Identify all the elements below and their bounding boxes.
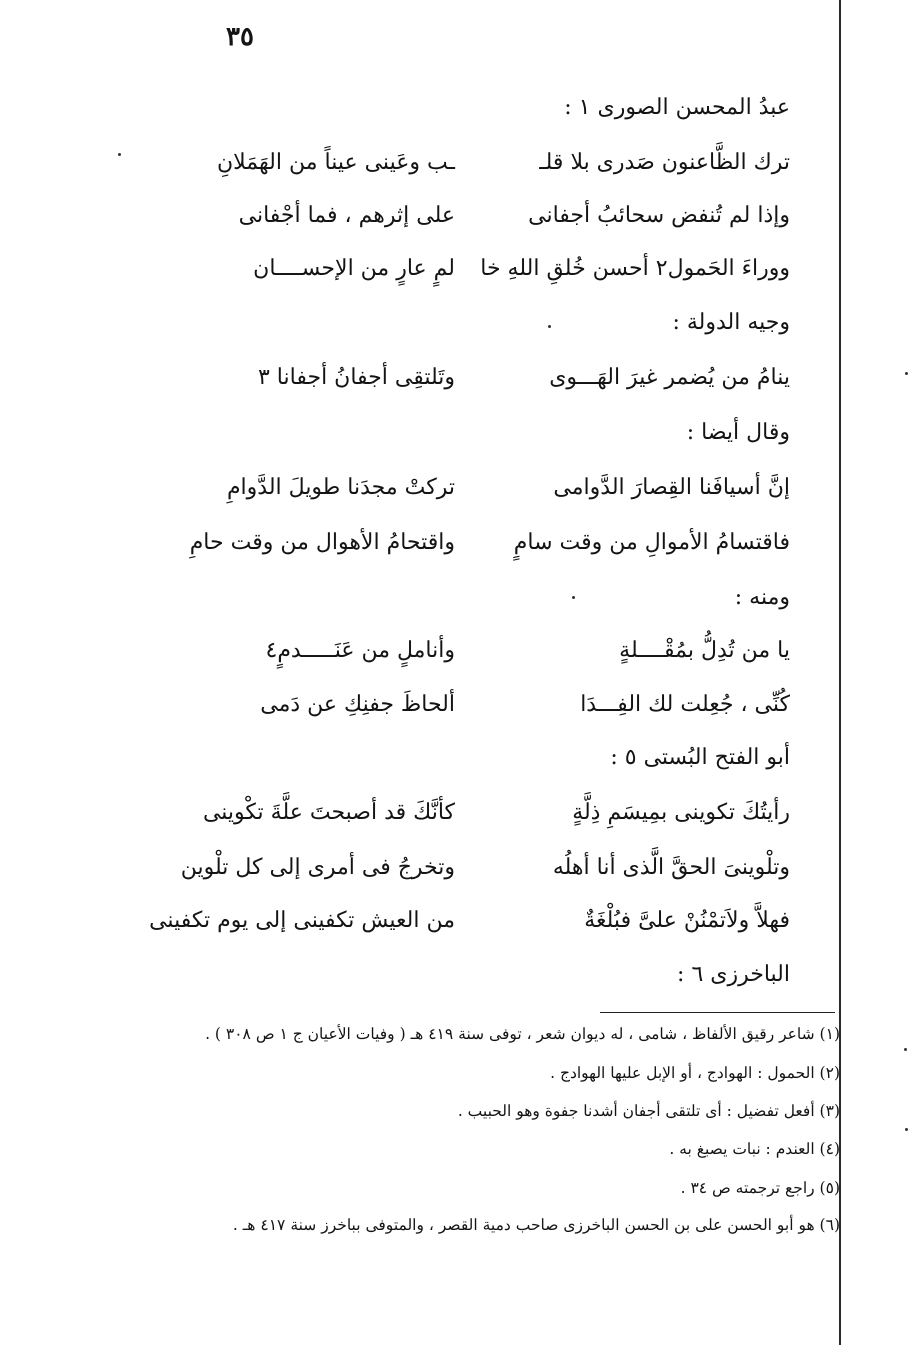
verse-left-hemistich: من العيش تكفينى إلى يوم تكفينى bbox=[149, 908, 455, 933]
verse-right-hemistich: وتلْوينىَ الحقَّ الَّذى أنا أهلُه bbox=[552, 855, 790, 880]
verse-right-hemistich: وإذا لم تُنفض سحائبُ أجفانى bbox=[528, 203, 790, 228]
verse-left-hemistich: على إثرهم ، فما أجْفانى bbox=[238, 203, 455, 228]
verse-right-hemistich: يا من تُدِلُّ بمُقْــــلةٍ bbox=[619, 638, 790, 663]
poet-heading: وجيه الدولة : bbox=[672, 310, 790, 335]
poet-heading: ومنه : bbox=[734, 585, 790, 610]
scan-speck bbox=[572, 596, 575, 599]
scan-speck bbox=[118, 153, 121, 156]
verse-right-hemistich: ينامُ من يُضمر غيرَ الهَـــوى bbox=[549, 365, 790, 390]
scan-speck bbox=[905, 372, 908, 375]
verse-right-hemistich: رأيتُكَ تكوينى بمِيسَمِ ذِلَّةٍ bbox=[572, 800, 790, 825]
poet-heading: وقال أيضا : bbox=[686, 420, 790, 445]
verse-left-hemistich: كأنَّكَ قد أصبحتَ علَّةَ تكْوينى bbox=[202, 800, 455, 825]
page-number: ٣٥ bbox=[226, 22, 254, 52]
scan-speck bbox=[548, 325, 551, 328]
footnote: (٢) الحمول : الهوادج ، أو الإبل عليها الهوادج . bbox=[550, 1064, 840, 1082]
footnote: (٤) العندم : نبات يصبغ به . bbox=[669, 1140, 840, 1158]
verse-left-hemistich: تركتْ مجدَنا طويلَ الدَّوامِ bbox=[226, 475, 455, 500]
verse-left-hemistich: لمٍ عارٍ من الإحســــان bbox=[253, 256, 455, 281]
verse-right-hemistich: إنَّ أسيافَنا القِصارَ الدَّوامى bbox=[553, 475, 790, 500]
verse-left-hemistich: وتخرجُ فى أمرى إلى كل تلْوين bbox=[180, 855, 455, 880]
footnote: (٥) راجع ترجمته ص ٣٤ . bbox=[680, 1179, 840, 1197]
footnote: (١) شاعر رقيق الألفاظ ، شامى ، له ديوان شعر ، توفى سنة ٤١٩ هـ ( وفيات الأعيان ج ١ ص ٣٠٨ ) . bbox=[205, 1025, 840, 1043]
verse-left-hemistich: وتَلتقِى أجفانُ أجفانا ٣ bbox=[257, 365, 455, 390]
poet-heading: أبو الفتح البُستى ٥ : bbox=[610, 745, 790, 770]
verse-right-hemistich: فاقتسامُ الأموالِ من وقت سامٍ bbox=[513, 530, 790, 555]
footnote-separator bbox=[600, 1012, 835, 1013]
verse-right-hemistich: كُنِّى ، جُعِلت لك الفِـــدَا bbox=[580, 692, 790, 717]
footnote: (٦) هو أبو الحسن على بن الحسن الباخرزى صاحب دمية القصر ، والمتوفى بباخرز سنة ٤١٧ هـ . bbox=[232, 1216, 840, 1234]
scan-speck bbox=[905, 1128, 908, 1131]
poet-heading: عبدُ المحسن الصورى ١ : bbox=[564, 95, 790, 120]
verse-right-hemistich: ووراءَ الحَمول٢ أحسن خُلقِ اللهِ خا bbox=[480, 256, 790, 281]
verse-right-hemistich: ترك الظَّاعنون صَدرى بلا قلـ bbox=[539, 150, 790, 175]
poet-heading: الباخرزى ٦ : bbox=[677, 962, 790, 987]
footnote: (٣) أفعل تفضيل : أى تلتقى أجفان أشدنا جفوة وهو الحبيب . bbox=[457, 1102, 840, 1120]
scan-speck bbox=[904, 1048, 907, 1051]
verse-left-hemistich: ألحاظَ جفنِكِ عن دَمى bbox=[260, 692, 455, 717]
verse-left-hemistich: ـب وعَينى عيناً من الهَمَلانِ bbox=[217, 150, 455, 175]
verse-left-hemistich: واقتحامُ الأهوال من وقت حامِ bbox=[189, 530, 455, 555]
verse-left-hemistich: وأناملٍ من عَنَـــــدمٍ٤ bbox=[265, 638, 455, 663]
verse-right-hemistich: فهلاَّ ولاَتمْنُنْ علىَّ فبُلْغَةٌ bbox=[584, 908, 790, 933]
